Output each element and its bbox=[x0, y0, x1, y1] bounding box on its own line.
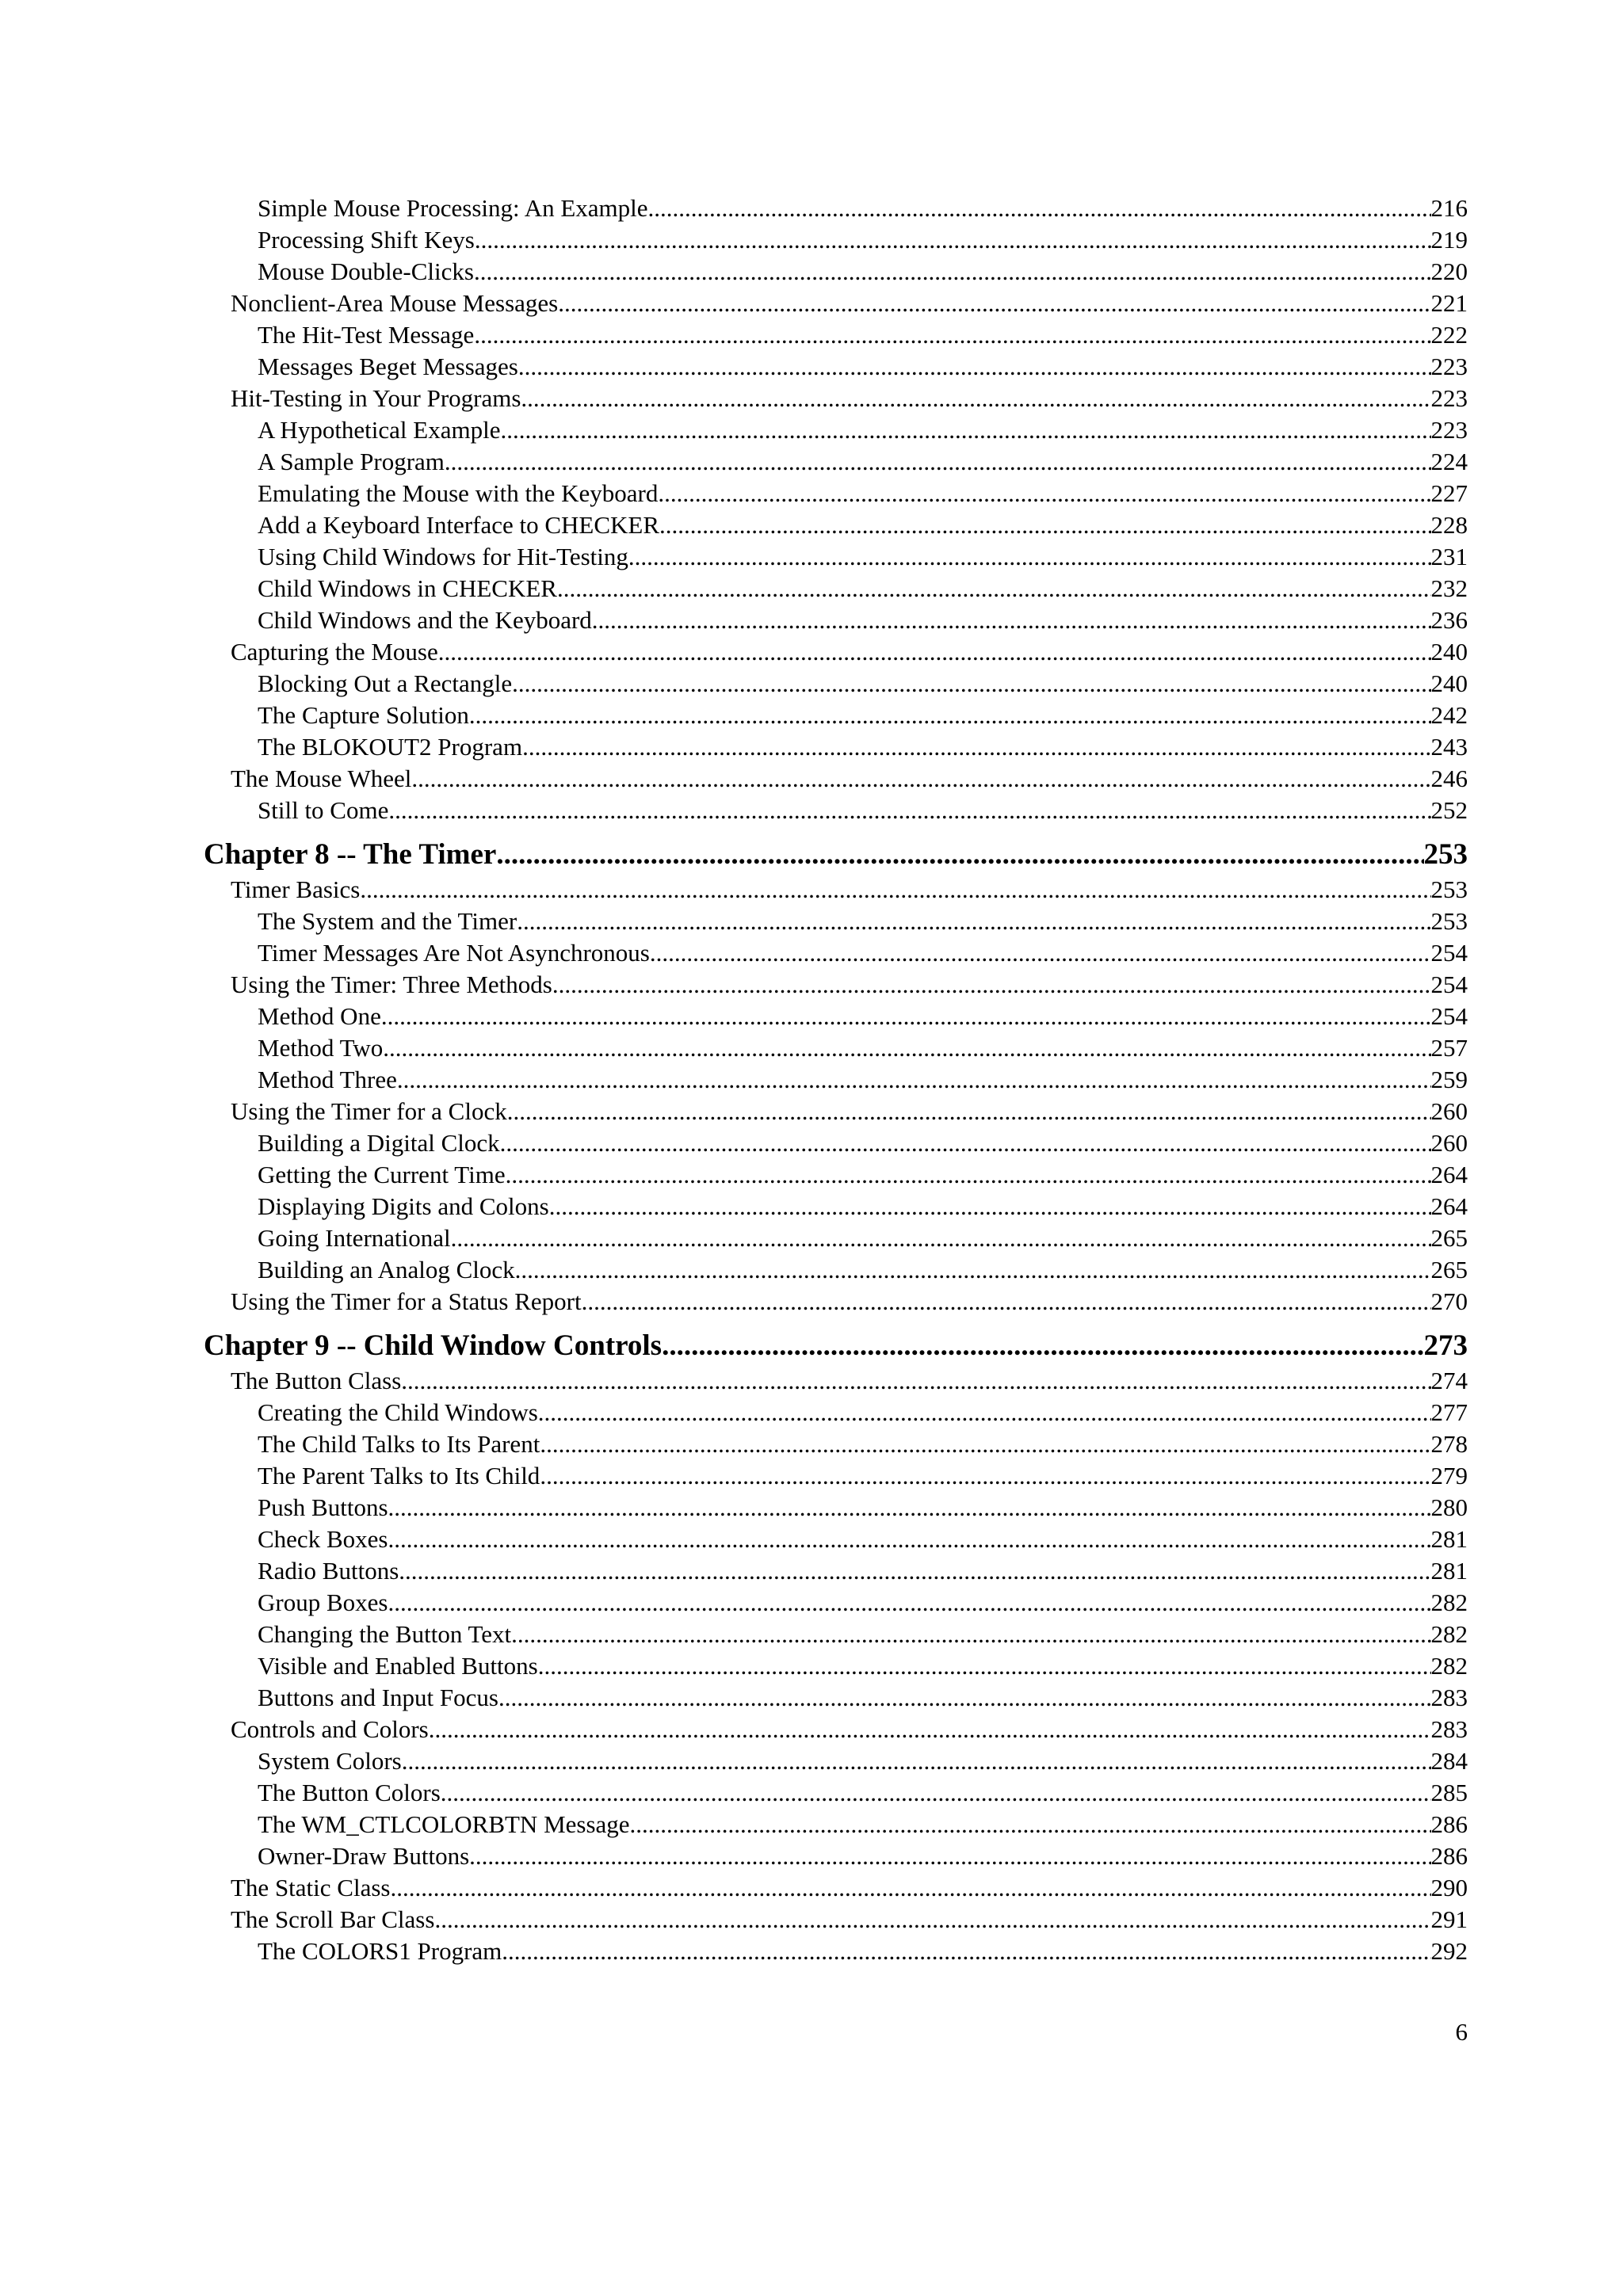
dot-leader bbox=[388, 1524, 1430, 1555]
toc-entry bbox=[204, 256, 1468, 288]
toc-entry-page: 240 bbox=[1430, 669, 1468, 697]
toc-entry-title: Processing Shift Keys bbox=[258, 226, 475, 254]
toc-entry-title: The Capture Solution bbox=[258, 701, 469, 729]
toc-entry bbox=[204, 1714, 1468, 1745]
dot-leader bbox=[500, 414, 1430, 446]
toc-entry-title: Method One bbox=[258, 1002, 381, 1030]
toc-entry bbox=[204, 1777, 1468, 1809]
toc-entry-title: Displaying Digits and Colons bbox=[258, 1192, 549, 1220]
dot-leader bbox=[496, 836, 1423, 874]
toc-entry-title: Emulating the Mouse with the Keyboard bbox=[258, 479, 659, 507]
toc-entry-title: Blocking Out a Rectangle bbox=[258, 669, 513, 697]
dot-leader bbox=[502, 1936, 1430, 1967]
toc-entry bbox=[204, 668, 1468, 700]
toc-entry bbox=[204, 1397, 1468, 1428]
toc-entry-page: 259 bbox=[1430, 1066, 1468, 1093]
toc-entry-page: 274 bbox=[1430, 1367, 1468, 1394]
toc-entry-title: A Sample Program bbox=[258, 448, 445, 475]
toc-entry-page: 278 bbox=[1430, 1430, 1468, 1458]
toc-entry-page: 240 bbox=[1430, 638, 1468, 666]
toc-entry bbox=[204, 969, 1468, 1001]
dot-leader bbox=[383, 1032, 1430, 1064]
toc-entry bbox=[204, 1936, 1468, 1967]
dot-leader bbox=[474, 319, 1430, 351]
toc-entry-title: Using Child Windows for Hit-Testing bbox=[258, 543, 628, 570]
toc-entry bbox=[204, 509, 1468, 541]
toc-entry bbox=[204, 1032, 1468, 1064]
toc-entry bbox=[204, 1191, 1468, 1222]
toc-entry-page: 253 bbox=[1423, 838, 1468, 871]
dot-leader bbox=[441, 1777, 1431, 1809]
toc-entry-page: 284 bbox=[1430, 1747, 1468, 1775]
dot-leader bbox=[650, 937, 1431, 969]
toc-entry-title: Capturing the Mouse bbox=[231, 638, 438, 666]
toc-entry-page: 281 bbox=[1430, 1557, 1468, 1585]
toc-entry bbox=[204, 541, 1468, 573]
toc-entry bbox=[204, 351, 1468, 383]
toc-entry-page: 291 bbox=[1430, 1905, 1468, 1933]
toc-entry-page: 223 bbox=[1430, 353, 1468, 380]
toc-entry bbox=[204, 1872, 1468, 1904]
toc-entry-page: 236 bbox=[1430, 606, 1468, 634]
dot-leader bbox=[381, 1001, 1431, 1032]
dot-leader bbox=[558, 288, 1430, 319]
toc-entry-page: 265 bbox=[1430, 1224, 1468, 1252]
page-number: 6 bbox=[1455, 2018, 1468, 2046]
toc-entry bbox=[204, 1428, 1468, 1460]
toc-entry-page: 265 bbox=[1430, 1256, 1468, 1283]
toc-entry-page: 283 bbox=[1430, 1715, 1468, 1743]
dot-leader bbox=[582, 1286, 1431, 1318]
dot-leader bbox=[659, 509, 1430, 541]
toc-entry-page: 292 bbox=[1430, 1937, 1468, 1965]
toc-entry bbox=[204, 937, 1468, 969]
toc-entry-title: Child Windows in CHECKER bbox=[258, 574, 557, 602]
dot-leader bbox=[397, 1064, 1431, 1096]
dot-leader bbox=[498, 1682, 1431, 1714]
toc-entry-page: 264 bbox=[1430, 1161, 1468, 1188]
toc-entry-title: Buttons and Input Focus bbox=[258, 1684, 498, 1711]
toc-entry-page: 253 bbox=[1430, 907, 1468, 935]
toc-entry bbox=[204, 1492, 1468, 1524]
toc-entry-title: Timer Basics bbox=[231, 875, 361, 903]
toc-entry-title: The Parent Talks to Its Child bbox=[258, 1462, 540, 1489]
toc-entry-page: 252 bbox=[1430, 796, 1468, 824]
toc-entry bbox=[204, 1904, 1468, 1936]
dot-leader bbox=[628, 541, 1431, 573]
toc-entry-page: 273 bbox=[1423, 1329, 1468, 1362]
toc-entry-page: 279 bbox=[1430, 1462, 1468, 1489]
toc-entry-page: 282 bbox=[1430, 1652, 1468, 1680]
toc-entry-title: Nonclient-Area Mouse Messages bbox=[231, 289, 559, 317]
dot-leader bbox=[515, 1254, 1431, 1286]
toc-entry bbox=[204, 1619, 1468, 1650]
toc-entry-title: Chapter 8 -- The Timer bbox=[204, 838, 497, 871]
toc-entry-page: 228 bbox=[1430, 511, 1468, 539]
table-of-contents bbox=[204, 193, 1468, 1967]
toc-entry bbox=[204, 1096, 1468, 1127]
toc-entry bbox=[204, 414, 1468, 446]
toc-entry bbox=[204, 224, 1468, 256]
toc-entry-title: Radio Buttons bbox=[258, 1557, 399, 1585]
toc-entry-page: 286 bbox=[1430, 1810, 1468, 1838]
dot-leader bbox=[429, 1714, 1431, 1745]
dot-leader bbox=[517, 906, 1430, 937]
dot-leader bbox=[552, 969, 1431, 1001]
toc-entry-page: 257 bbox=[1430, 1034, 1468, 1062]
dot-leader bbox=[511, 1619, 1430, 1650]
toc-entry bbox=[204, 605, 1468, 636]
dot-leader bbox=[475, 224, 1431, 256]
dot-leader bbox=[390, 1872, 1430, 1904]
toc-entry bbox=[204, 1064, 1468, 1096]
toc-entry-page: 220 bbox=[1430, 257, 1468, 285]
dot-leader bbox=[630, 1809, 1431, 1840]
toc-entry-title: Using the Timer: Three Methods bbox=[231, 971, 552, 998]
toc-entry bbox=[204, 1555, 1468, 1587]
toc-entry-page: 281 bbox=[1430, 1525, 1468, 1553]
dot-leader bbox=[662, 1327, 1423, 1365]
toc-entry-page: 227 bbox=[1430, 479, 1468, 507]
toc-entry bbox=[204, 763, 1468, 795]
toc-entry-title: Building an Analog Clock bbox=[258, 1256, 515, 1283]
toc-entry bbox=[204, 906, 1468, 937]
toc-entry bbox=[204, 700, 1468, 731]
toc-entry bbox=[204, 874, 1468, 906]
toc-entry-title: The Child Talks to Its Parent bbox=[258, 1430, 540, 1458]
toc-entry-title: Controls and Colors bbox=[231, 1715, 429, 1743]
dot-leader bbox=[411, 763, 1430, 795]
dot-leader bbox=[500, 1127, 1431, 1159]
dot-leader bbox=[469, 1840, 1430, 1872]
toc-entry bbox=[204, 1809, 1468, 1840]
toc-entry-page: 290 bbox=[1430, 1874, 1468, 1901]
toc-entry-page: 246 bbox=[1430, 765, 1468, 792]
toc-entry-title: Building a Digital Clock bbox=[258, 1129, 500, 1157]
toc-entry-title: Still to Come bbox=[258, 796, 389, 824]
toc-entry bbox=[204, 319, 1468, 351]
dot-leader bbox=[469, 700, 1431, 731]
toc-entry bbox=[204, 573, 1468, 605]
toc-entry bbox=[204, 1682, 1468, 1714]
toc-entry bbox=[204, 1222, 1468, 1254]
toc-entry-title: The Button Class bbox=[231, 1367, 402, 1394]
toc-entry-page: 253 bbox=[1430, 875, 1468, 903]
toc-entry-page: 282 bbox=[1430, 1620, 1468, 1648]
toc-entry-title: A Hypothetical Example bbox=[258, 416, 501, 444]
toc-entry-title: Push Buttons bbox=[258, 1493, 388, 1521]
toc-entry bbox=[204, 1001, 1468, 1032]
toc-entry-title: System Colors bbox=[258, 1747, 402, 1775]
toc-entry-page: 280 bbox=[1430, 1493, 1468, 1521]
dot-leader bbox=[648, 193, 1431, 224]
toc-entry bbox=[204, 1587, 1468, 1619]
toc-entry-page: 254 bbox=[1430, 939, 1468, 967]
toc-entry-page: 223 bbox=[1430, 416, 1468, 444]
dot-leader bbox=[521, 383, 1430, 414]
toc-entry-title: Getting the Current Time bbox=[258, 1161, 506, 1188]
toc-entry-page: 219 bbox=[1430, 226, 1468, 254]
dot-leader bbox=[507, 1096, 1431, 1127]
toc-entry-title: The System and the Timer bbox=[258, 907, 517, 935]
toc-entry bbox=[204, 795, 1468, 826]
toc-entry bbox=[204, 288, 1468, 319]
toc-entry-title: Mouse Double-Clicks bbox=[258, 257, 474, 285]
toc-entry-title: Using the Timer for a Clock bbox=[231, 1097, 507, 1125]
dot-leader bbox=[434, 1904, 1430, 1936]
toc-entry bbox=[204, 1840, 1468, 1872]
toc-entry-page: 216 bbox=[1430, 194, 1468, 222]
toc-entry-page: 277 bbox=[1430, 1398, 1468, 1426]
toc-entry-title: The Button Colors bbox=[258, 1779, 441, 1806]
toc-entry-title: Child Windows and the Keyboard bbox=[258, 606, 592, 634]
toc-entry bbox=[204, 636, 1468, 668]
toc-entry-page: 270 bbox=[1430, 1287, 1468, 1315]
toc-entry-title: Owner-Draw Buttons bbox=[258, 1842, 470, 1870]
toc-entry bbox=[204, 1524, 1468, 1555]
toc-entry-page: 254 bbox=[1430, 1002, 1468, 1030]
toc-entry-title: Messages Beget Messages bbox=[258, 353, 518, 380]
toc-entry bbox=[204, 1254, 1468, 1286]
dot-leader bbox=[451, 1222, 1431, 1254]
dot-leader bbox=[360, 874, 1430, 906]
toc-entry-title: Check Boxes bbox=[258, 1525, 388, 1553]
toc-entry-page: 285 bbox=[1430, 1779, 1468, 1806]
dot-leader bbox=[522, 731, 1430, 763]
toc-entry-page: 222 bbox=[1430, 321, 1468, 349]
toc-entry-title: Changing the Button Text bbox=[258, 1620, 512, 1648]
dot-leader bbox=[401, 1365, 1430, 1397]
toc-entry-title: Add a Keyboard Interface to CHECKER bbox=[258, 511, 660, 539]
toc-entry-page: 243 bbox=[1430, 733, 1468, 761]
toc-entry-page: 242 bbox=[1430, 701, 1468, 729]
toc-entry-page: 286 bbox=[1430, 1842, 1468, 1870]
toc-entry bbox=[204, 1745, 1468, 1777]
dot-leader bbox=[388, 1587, 1430, 1619]
toc-entry-title: The COLORS1 Program bbox=[258, 1937, 502, 1965]
toc-entry bbox=[204, 446, 1468, 478]
toc-entry-page: 264 bbox=[1430, 1192, 1468, 1220]
toc-entry-title: Creating the Child Windows bbox=[258, 1398, 538, 1426]
toc-entry-page: 224 bbox=[1430, 448, 1468, 475]
toc-entry-page: 221 bbox=[1430, 289, 1468, 317]
toc-entry bbox=[204, 1286, 1468, 1318]
toc-entry bbox=[204, 193, 1468, 224]
toc-entry-page: 283 bbox=[1430, 1684, 1468, 1711]
dot-leader bbox=[658, 478, 1430, 509]
toc-entry-title: Method Two bbox=[258, 1034, 384, 1062]
toc-chapter-heading bbox=[204, 836, 1468, 874]
toc-entry-title: Chapter 9 -- Child Window Controls bbox=[204, 1329, 663, 1362]
dot-leader bbox=[445, 446, 1431, 478]
toc-entry bbox=[204, 1365, 1468, 1397]
dot-leader bbox=[438, 636, 1431, 668]
toc-entry-title: Visible and Enabled Buttons bbox=[258, 1652, 538, 1680]
dot-leader bbox=[506, 1159, 1431, 1191]
toc-entry-title: The Hit-Test Message bbox=[258, 321, 475, 349]
toc-entry-page: 232 bbox=[1430, 574, 1468, 602]
toc-entry bbox=[204, 1159, 1468, 1191]
dot-leader bbox=[549, 1191, 1431, 1222]
toc-entry-page: 223 bbox=[1430, 384, 1468, 412]
toc-entry-title: The Static Class bbox=[231, 1874, 391, 1901]
toc-chapter-heading bbox=[204, 1327, 1468, 1365]
dot-leader bbox=[388, 795, 1430, 826]
toc-entry-page: 231 bbox=[1430, 543, 1468, 570]
toc-entry-page: 254 bbox=[1430, 971, 1468, 998]
dot-leader bbox=[538, 1650, 1431, 1682]
dot-leader bbox=[512, 668, 1430, 700]
toc-entry-title: The BLOKOUT2 Program bbox=[258, 733, 523, 761]
toc-entry bbox=[204, 1127, 1468, 1159]
toc-entry bbox=[204, 1650, 1468, 1682]
dot-leader bbox=[540, 1460, 1430, 1492]
dot-leader bbox=[518, 351, 1431, 383]
dot-leader bbox=[592, 605, 1431, 636]
toc-entry-title: The Scroll Bar Class bbox=[231, 1905, 435, 1933]
toc-entry-title: Going International bbox=[258, 1224, 451, 1252]
dot-leader bbox=[557, 573, 1431, 605]
toc-entry-title: The Mouse Wheel bbox=[231, 765, 412, 792]
toc-entry-title: The WM_CTLCOLORBTN Message bbox=[258, 1810, 630, 1838]
toc-entry-title: Timer Messages Are Not Asynchronous bbox=[258, 939, 650, 967]
toc-entry bbox=[204, 1460, 1468, 1492]
toc-entry-page: 260 bbox=[1430, 1129, 1468, 1157]
toc-entry-title: Using the Timer for a Status Report bbox=[231, 1287, 582, 1315]
dot-leader bbox=[538, 1397, 1431, 1428]
toc-entry-title: Simple Mouse Processing: An Example bbox=[258, 194, 648, 222]
dot-leader bbox=[388, 1492, 1431, 1524]
toc-entry-page: 260 bbox=[1430, 1097, 1468, 1125]
toc-entry bbox=[204, 731, 1468, 763]
dot-leader bbox=[540, 1428, 1430, 1460]
toc-entry-title: Method Three bbox=[258, 1066, 397, 1093]
toc-entry bbox=[204, 383, 1468, 414]
dot-leader bbox=[474, 256, 1431, 288]
toc-entry-page: 282 bbox=[1430, 1589, 1468, 1616]
dot-leader bbox=[399, 1555, 1430, 1587]
toc-entry-title: Group Boxes bbox=[258, 1589, 388, 1616]
dot-leader bbox=[402, 1745, 1431, 1777]
toc-entry-title: Hit-Testing in Your Programs bbox=[231, 384, 521, 412]
toc-entry bbox=[204, 478, 1468, 509]
